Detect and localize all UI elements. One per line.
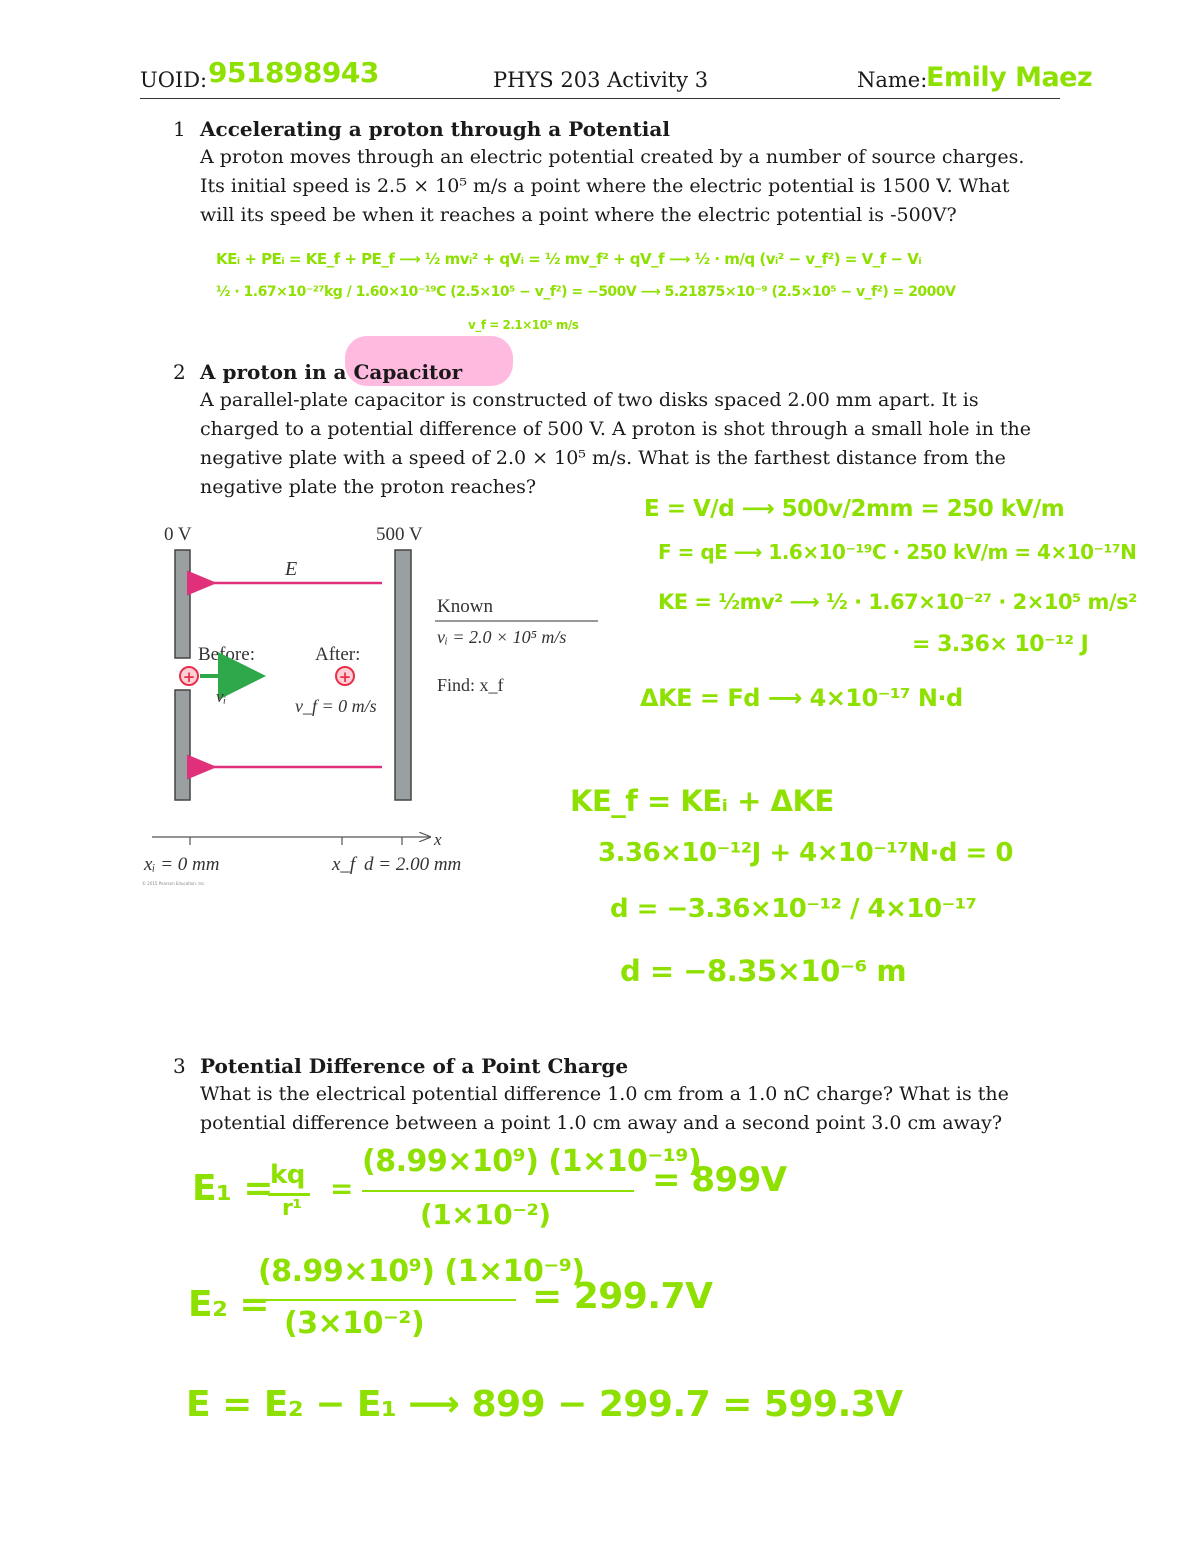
right-plate-label: 500 V xyxy=(376,524,423,545)
hw-q2-line-7: 3.36×10⁻¹²J + 4×10⁻¹⁷N·d = 0 xyxy=(598,838,1013,868)
negative-plate-lower xyxy=(175,690,190,800)
section-2-line: charged to a potential difference of 500 V. A proton is shot through a small hole in the xyxy=(200,418,1032,440)
section-1-line: will its speed be when it reaches a point where the electric potential is -500V? xyxy=(200,204,957,226)
known-title: Known xyxy=(437,596,493,617)
hw-q3-e2-lhs: E₂ = xyxy=(188,1284,270,1325)
hw-q2-line-9: d = −8.35×10⁻⁶ m xyxy=(620,954,907,988)
hw-q3-e1-numerator: (8.99×10⁹) (1×10⁻¹⁹) xyxy=(362,1144,702,1179)
proton-before-symbol: + xyxy=(182,668,196,686)
hw-q2-line-8: d = −3.36×10⁻¹² / 4×10⁻¹⁷ xyxy=(610,894,977,924)
section-2-title: A proton in a Capacitor xyxy=(200,360,463,384)
hw-q3-e1-denominator: (1×10⁻²) xyxy=(420,1198,551,1231)
section-2-line: negative plate with a speed of 2.0 × 10⁵ m/s. What is the farthest distance from the xyxy=(200,447,1006,469)
section-2-text xyxy=(200,386,1060,502)
left-plate-label: 0 V xyxy=(164,524,192,545)
after-velocity: v_f = 0 m/s xyxy=(295,696,377,716)
hw-q3-e1-eq: = xyxy=(330,1172,353,1205)
hw-q2-line-2: F = qE ⟶ 1.6×10⁻¹⁹C · 250 kV/m = 4×10⁻¹⁷N xyxy=(658,540,1137,564)
hw-q3-e1-kq: kq xyxy=(270,1160,305,1190)
name-value: Emily Maez xyxy=(926,62,1093,93)
hw-q2-line-5: ΔKE = Fd ⟶ 4×10⁻¹⁷ N·d xyxy=(640,684,963,712)
hw-q3-e1-lhs: E₁ = xyxy=(192,1168,274,1209)
hw-q3-difference: E = E₂ − E₁ ⟶ 899 − 299.7 = 599.3V xyxy=(186,1384,903,1425)
section-3-number: 3 xyxy=(173,1054,186,1078)
proton-after-symbol: + xyxy=(338,668,352,686)
capacitor-figure xyxy=(140,515,620,885)
section-1-title: Accelerating a proton through a Potential xyxy=(200,117,670,141)
section-1-text xyxy=(200,143,1060,230)
section-3-line: potential difference between a point 1.0 cm away and a second point 3.0 cm away? xyxy=(200,1112,1003,1134)
hw-q3-e1-result: = 899V xyxy=(652,1160,787,1200)
section-1-line: Its initial speed is 2.5 × 10⁵ m/s a point where the electric potential is 1500 V. What xyxy=(200,175,1010,197)
course-title: PHYS 203 Activity 3 xyxy=(493,68,709,92)
field-label: E⃗ xyxy=(285,558,313,580)
uoid-value: 951898943 xyxy=(208,56,379,89)
before-velocity: vᵢ xyxy=(216,687,227,706)
positive-plate xyxy=(395,550,411,800)
x-axis-label: x xyxy=(434,830,442,849)
hw-q2-line-1: E = V/d ⟶ 500v/2mm = 250 kV/m xyxy=(644,496,1065,522)
hw-q3-e2-fraction-bar xyxy=(258,1299,516,1301)
section-3-line: What is the electrical potential difference 1.0 cm from a 1.0 nC charge? What is the xyxy=(200,1083,1009,1105)
hw-q2-line-6: KE_f = KEᵢ + ΔKE xyxy=(570,784,834,818)
xi-label: xᵢ = 0 mm xyxy=(144,854,220,875)
hw-q3-e1-r: r¹ xyxy=(282,1196,302,1221)
hw-q3-e2-result: = 299.7V xyxy=(532,1276,713,1317)
hw-q2-line-4: = 3.36× 10⁻¹² J xyxy=(912,632,1089,657)
uoid-label: UOID: xyxy=(140,68,208,92)
header-rule xyxy=(140,98,1060,99)
after-label: After: xyxy=(315,644,361,665)
section-1-line: A proton moves through an electric potential created by a number of source charges. xyxy=(200,146,1025,168)
hw-q3-e2-numerator: (8.99×10⁹) (1×10⁻⁹) xyxy=(258,1254,585,1289)
d-label: d = 2.00 mm xyxy=(364,854,462,875)
hw-q1-line-3: v_f = 2.1×10⁵ m/s xyxy=(468,318,579,332)
section-1-number: 1 xyxy=(173,117,186,141)
name-label: Name: xyxy=(857,68,928,92)
known-value: vᵢ = 2.0 × 10⁵ m/s xyxy=(437,627,567,647)
before-label: Before: xyxy=(198,644,255,665)
xf-label: x_f xyxy=(332,854,356,875)
hw-q1-line-1: KEᵢ + PEᵢ = KE_f + PE_f ⟶ ½ mvᵢ² + qVᵢ = ½ mv_f² + qV_f ⟶ ½ · m/q (vᵢ² − v_f²) = V_f − Vᵢ xyxy=(216,250,922,268)
section-2-line: A parallel-plate capacitor is constructed of two disks spaced 2.00 mm apart. It is xyxy=(200,389,979,411)
find-label: Find: x_f xyxy=(437,675,504,695)
hw-q3-e2-denominator: (3×10⁻²) xyxy=(284,1306,425,1341)
copyright: © 2015 Pearson Education, Inc. xyxy=(142,881,206,885)
section-3-title: Potential Difference of a Point Charge xyxy=(200,1054,629,1078)
hw-q2-line-3: KE = ½mv² ⟶ ½ · 1.67×10⁻²⁷ · 2×10⁵ m/s² xyxy=(658,590,1137,614)
section-2-number: 2 xyxy=(173,360,186,384)
hw-q3-e1-fraction-bar xyxy=(362,1190,634,1192)
section-3-text xyxy=(200,1080,1060,1138)
section-2-line: negative plate the proton reaches? xyxy=(200,476,537,498)
negative-plate-upper xyxy=(175,550,190,658)
hw-q1-line-2: ½ · 1.67×10⁻²⁷kg / 1.60×10⁻¹⁹C (2.5×10⁵ − v_f²) = −500V ⟶ 5.21875×10⁻⁹ (2.5×10⁵ − v_f²) = 2000V xyxy=(216,284,956,300)
